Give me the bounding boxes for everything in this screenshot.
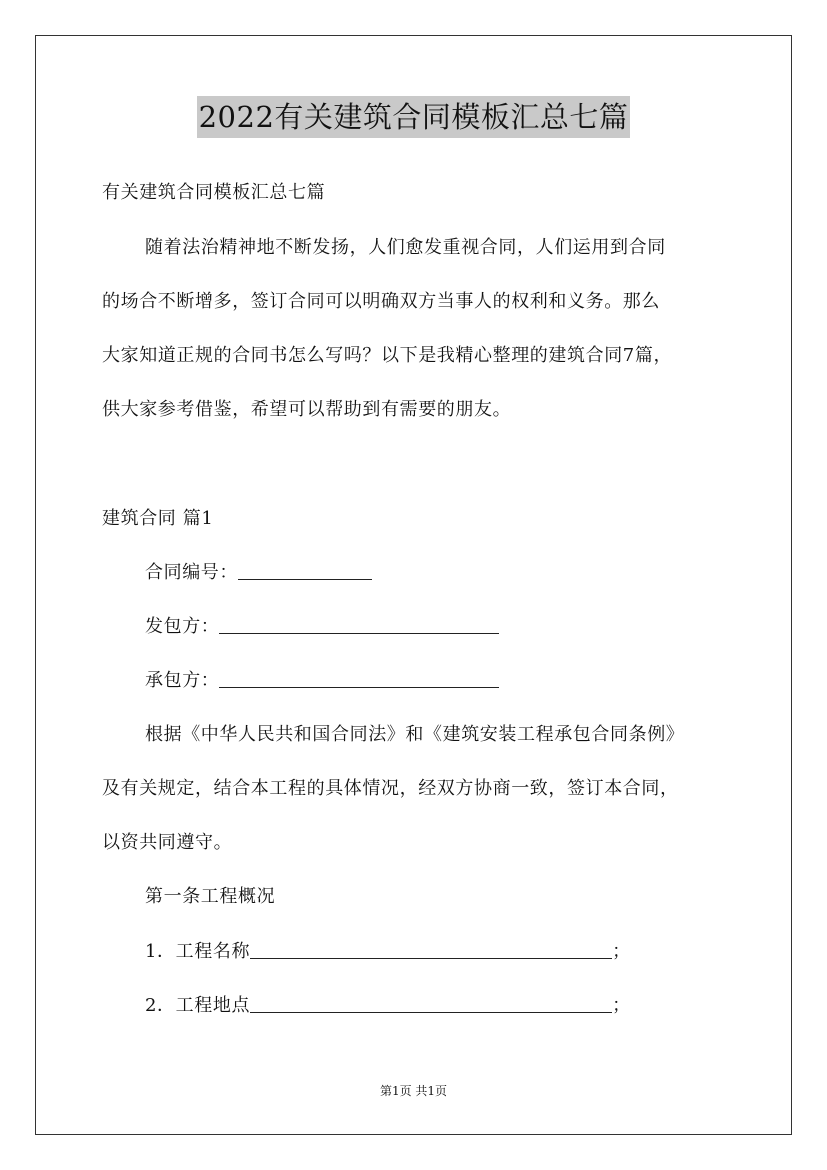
basis-line-3: 以资共同遵守。 — [102, 832, 233, 853]
intro-line-3: 大家知道正规的合同书怎么写吗？以下是我精心整理的建筑合同7篇， — [102, 345, 673, 366]
item-1-end: ； — [612, 941, 631, 962]
title-container — [0, 96, 827, 138]
intro-line-2: 的场合不断增多，签订合同可以明确双方当事人的权利和义务。那么 — [102, 291, 660, 312]
contract-number-row — [145, 561, 372, 585]
document-title: 2022有关建筑合同模板汇总七篇 — [197, 96, 631, 138]
intro-line-1: 随着法治精神地不断发扬，人们愈发重视合同，人们运用到合同 — [145, 237, 666, 258]
intro-line-4: 供大家参考借鉴，希望可以帮助到有需要的朋友。 — [102, 399, 512, 420]
contract-number-blank — [238, 561, 372, 580]
contractor-row — [145, 669, 499, 693]
basis-line-2: 及有关规定，结合本工程的具体情况，经双方协商一致，签订本合同， — [102, 778, 679, 799]
article-1-heading: 第一条工程概况 — [145, 886, 276, 907]
page-footer: 第1页 共1页 — [379, 1084, 448, 1098]
item-2-row — [145, 994, 631, 1018]
item-2-end: ； — [612, 995, 631, 1016]
item-1-row — [145, 940, 631, 964]
item-1-label: 1．工程名称 — [145, 941, 251, 962]
item-2-label: 2．工程地点 — [145, 995, 251, 1016]
item-2-blank — [250, 994, 612, 1013]
contractor-label: 承包方： — [145, 670, 220, 691]
item-1-blank — [250, 940, 612, 959]
employer-blank — [219, 615, 499, 634]
contract-number-label: 合同编号： — [145, 562, 238, 583]
document-subtitle: 有关建筑合同模板汇总七篇 — [102, 182, 326, 203]
basis-line-1: 根据《中华人民共和国合同法》和《建筑安装工程承包合同条例》 — [145, 724, 685, 745]
section-heading: 建筑合同 篇1 — [102, 508, 214, 529]
contractor-blank — [219, 669, 499, 688]
employer-label: 发包方： — [145, 616, 220, 637]
employer-row — [145, 615, 499, 639]
